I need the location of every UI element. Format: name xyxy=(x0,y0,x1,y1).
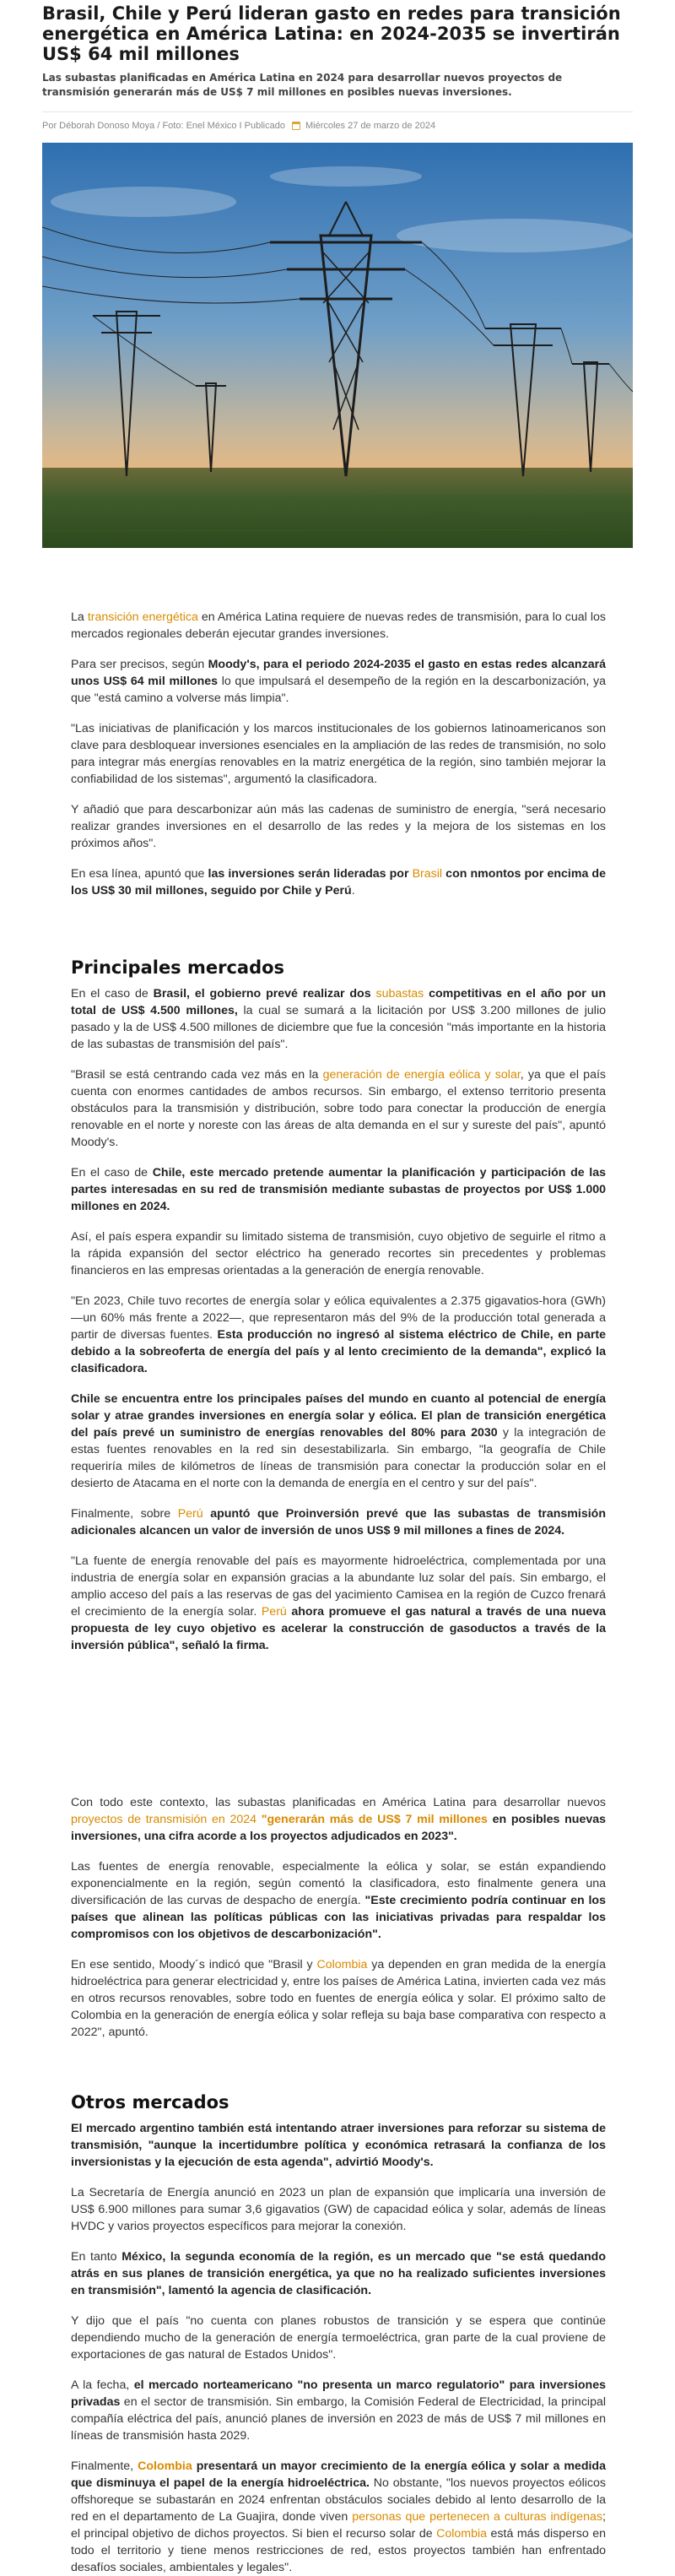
paragraph: La transición energética en América Latina requiere de nuevas redes de transmisión, para lo cual los mercados regionales deberán ejecutar grandes inversiones. xyxy=(71,610,606,641)
paragraph: "En 2023, Chile tuvo recortes de energía solar y eólica equivalentes a 2.375 gigavatios-hora (GWh) —un 60% más frente a 2022—, que representaron más del 9% de la producción total generada a partir de diversas fuentes. Esta producción no ingresó al sistema eléctrico de Chile, en parte debido a la sobreoferta de energía del país y al lento crecimiento de la demanda", explicó la clasificadora. xyxy=(71,1294,606,1375)
paragraph: Para ser precisos, según Moody's, para el periodo 2024-2035 el gasto en estas redes alcanzará unos US$ 64 mil millones lo que impulsará el desempeño de la región en la descarbonización, ya que "está camino a volverse más limpia". xyxy=(71,658,606,705)
link-proyectos-transmision[interactable]: proyectos de transmisión en 2024 xyxy=(71,1813,257,1826)
paragraph: "Brasil se está centrando cada vez más en la generación de energía eólica y solar, ya que el país cuenta con enormes cantidades de ambos recursos. Sin embargo, el extenso territorio presenta obstáculos para la transmisión y distribución, sobre todo para conectar la producción de energía renovable en el norte y noreste con las áreas de alta demanda en el sur y sureste del país", apuntó Moody's. xyxy=(71,1068,606,1149)
paragraph: En el caso de Brasil, el gobierno prevé realizar dos subastas competitivas en el año por un total de US$ 4.500 millones, la cual se sumará a la licitación por US$ 3.200 millones de julio pasado y la de US$ 4.500 millones de diciembre que fue la concesión "más importante en la historia de las subastas de transmisión del país". xyxy=(71,987,606,1051)
link-colombia[interactable]: Colombia xyxy=(138,2459,192,2473)
link-transicion-energetica[interactable]: transición energética xyxy=(87,610,198,624)
paragraph: Finalmente, sobre Perú apuntó que Proinversión prevé que las subastas de transmisión adicionales alcancen un valor de inversión de unos US$ 9 mil millones a fines de 2024. xyxy=(71,1507,606,1537)
link-peru[interactable]: Perú xyxy=(177,1507,203,1521)
byline: Por Déborah Donoso Moya / Foto: Enel México I Publicado xyxy=(42,121,285,131)
hero-image xyxy=(42,143,633,548)
paragraph: Y añadió que para descarbonizar aún más las cadenas de suministro de energía, "será necesario realizar grandes inversiones en el desarrollo de las redes y la mejora de los sistemas en los próximos años". xyxy=(71,803,606,850)
link-peru[interactable]: Perú xyxy=(261,1605,287,1619)
power-lines-photo xyxy=(42,143,633,548)
paragraph: Chile se encuentra entre los principales países del mundo en cuanto al potencial de energía solar y atrae grandes inversiones en energía solar y eólica. El plan de transición energética del país prevé un suministro de energías renovables del 80% para 2030 y la integración de estas fuentes renovables en la red sin desestabilizarla. Sin embargo, "la geografía de Chile requeriría miles de kilómetros de líneas de transmisión para conectar la producción solar en el desierto de Atacama en el norte con la demanda de energía en el centro y sur del país". xyxy=(71,1392,606,1490)
article-header xyxy=(0,0,675,143)
publish-date: Miércoles 27 de marzo de 2024 xyxy=(305,121,436,131)
paragraph: "La fuente de energía renovable del país es mayormente hidroeléctrica, complementada por una industria de energía solar en expansión gracias a la abundante luz solar del país. Sin embargo, el amplio acceso del país a las reservas de gas del yacimiento Camisea en la región de Cuzco frenará el crecimiento de la energía solar. Perú ahora promueve el gas natural a través de una nueva propuesta de ley cuyo objetivo es acelerar la construcción de gasoductos a través de la inversión pública", señaló la firma. xyxy=(71,1554,606,1652)
paragraph: Finalmente, Colombia presentará un mayor crecimiento de la energía eólica y solar a medida que disminuya el papel de la energía hidroeléctrica. No obstante, "los nuevos proyectos eólicos offshoreque se subastarán en 2024 enfrentan obstáculos sociales debido al lento desarrollo de la red en el departamento de La Guajira, donde viven personas que pertenecen a culturas indígenas; el principal objetivo de dichos proyectos. Si bien el recurso solar de Colombia está más disperso en todo el territorio y tiene menos restricciones de red, estos proyectos también han enfrentado desafíos sociales, ambientales y legales". xyxy=(71,2459,606,2574)
paragraph: Con todo este contexto, las subastas planificadas en América Latina para desarrollar nuevos proyectos de transmisión en 2024 "generarán más de US$ 7 mil millones en posibles nuevas inversiones, una cifra acorde a los proyectos adjudicados en 2023". xyxy=(71,1796,607,1843)
link-7-mil-millones[interactable]: "generarán más de US$ 7 mil millones xyxy=(256,1813,488,1826)
link-energia-eolica-solar[interactable]: generación de energía eólica y solar xyxy=(322,1068,521,1082)
section-heading-otros: Otros mercados xyxy=(71,2092,230,2112)
link-subastas[interactable]: subastas xyxy=(375,987,424,1001)
paragraph: En tanto México, la segunda economía de la región, es un mercado que "se está quedando atrás en sus planes de transición energética, ya que no ha realizado suficientes inversiones en transmisión", lamentó la agencia de clasificación. xyxy=(71,2250,606,2297)
paragraph: En esa línea, apuntó que las inversiones serán lideradas por Brasil con nmontos por encima de los US$ 30 mil millones, seguido por Chile y Perú. xyxy=(71,867,606,898)
paragraph: El mercado argentino también está intentando atraer inversiones para reforzar su sistema de transmisión, "aunque la incertidumbre política y económica retrasará la confianza de los inversionistas y la ejecución de esta agenda", advirtió Moody's. xyxy=(71,2122,606,2169)
section-heading-principales: Principales mercados xyxy=(71,957,285,978)
paragraph: Así, el país espera expandir su limitado sistema de transmisión, cuyo objetivo de seguirle el ritmo a la rápida expansión del sector eléctrico ha generado recortes sin precedentes y problemas financieros en las empresas orientadas a la generación de energía renovable. xyxy=(71,1230,606,1277)
paragraph: A la fecha, el mercado norteamericano "no presenta un marco regulatorio" para inversiones privadas en el sector de transmisión. Sin embargo, la Comisión Federal de Electricidad, la principal compañía eléctrica del país, anunció planes de inversión en 2023 de más de US$ 7 mil millones en líneas de transmisión hasta 2029. xyxy=(71,2378,606,2443)
link-culturas-indigenas[interactable]: personas que pertenecen a culturas indígenas xyxy=(352,2510,603,2524)
paragraph: La Secretaría de Energía anunció en 2023 un plan de expansión que implicaría una inversión de US$ 6.900 millones para sumar 3,6 gigavatios (GW) de capacidad eólica y solar, además de líneas HVDC y varios proyectos específicos para mejorar la conexión. xyxy=(71,2186,606,2233)
link-colombia[interactable]: Colombia xyxy=(436,2527,488,2541)
link-colombia[interactable]: Colombia xyxy=(316,1958,368,1971)
paragraph: En ese sentido, Moody´s indicó que "Brasil y Colombia ya dependen en gran medida de la energía hidroeléctrica para generar electricidad y, entre los países de América Latina, invierten cada vez más en otros recursos renovables, sobre todo en fuentes de energía eólica y solar. El próximo salto de Colombia en la generación de energía eólica y solar refleja su baja base comparativa con respecto a 2022", apuntó. xyxy=(71,1958,606,2039)
paragraph: "Las iniciativas de planificación y los marcos institucionales de los gobiernos latinoamericanos son clave para desbloquear inversiones esenciales en la ampliación de las redes de transmisión, no solo para integrar más energías renovables en la matriz energética de la región, sino también mejorar la confiabilidad de los sistemas", argumentó la clasificadora. xyxy=(71,722,606,786)
paragraph: En el caso de Chile, este mercado pretende aumentar la planificación y participación de las partes interesadas en su red de transmisión mediante subastas de proyectos por US$ 1.000 millones en 2024. xyxy=(71,1166,606,1213)
article-title: Brasil, Chile y Perú lideran gasto en redes para transición energética en América Latina: en 2024-2035 se invertirán US$ 64 mil millones xyxy=(42,3,621,64)
article-meta xyxy=(42,112,633,143)
article-body xyxy=(0,609,675,2576)
paragraph: Y dijo que el país "no cuenta con planes robustos de transición y se espera que continúe dependiendo mucho de la generación de energía termoeléctrica, gran parte de la cual proviene de exportaciones de gas natural de Estados Unidos". xyxy=(71,2314,606,2362)
paragraph: Las fuentes de energía renovable, especialmente la eólica y solar, se están expandiendo exponencialmente en la región, según comentó la clasificadora, esto finalmente genera una diversificación de las curvas de despacho de energía. "Este crecimiento podría continuar en los países que alinean las políticas públicas con las iniciativas privadas para respaldar los compromisos con los objetivos de descarbonización". xyxy=(71,1860,606,1941)
calendar-icon xyxy=(292,122,300,130)
article-subtitle: Las subastas planificadas en América Latina en 2024 para desarrollar nuevos proyectos de transmisión generarán más de US$ 7 mil millones en posibles nuevas inversiones. xyxy=(42,72,563,98)
link-brasil[interactable]: Brasil xyxy=(412,867,443,881)
